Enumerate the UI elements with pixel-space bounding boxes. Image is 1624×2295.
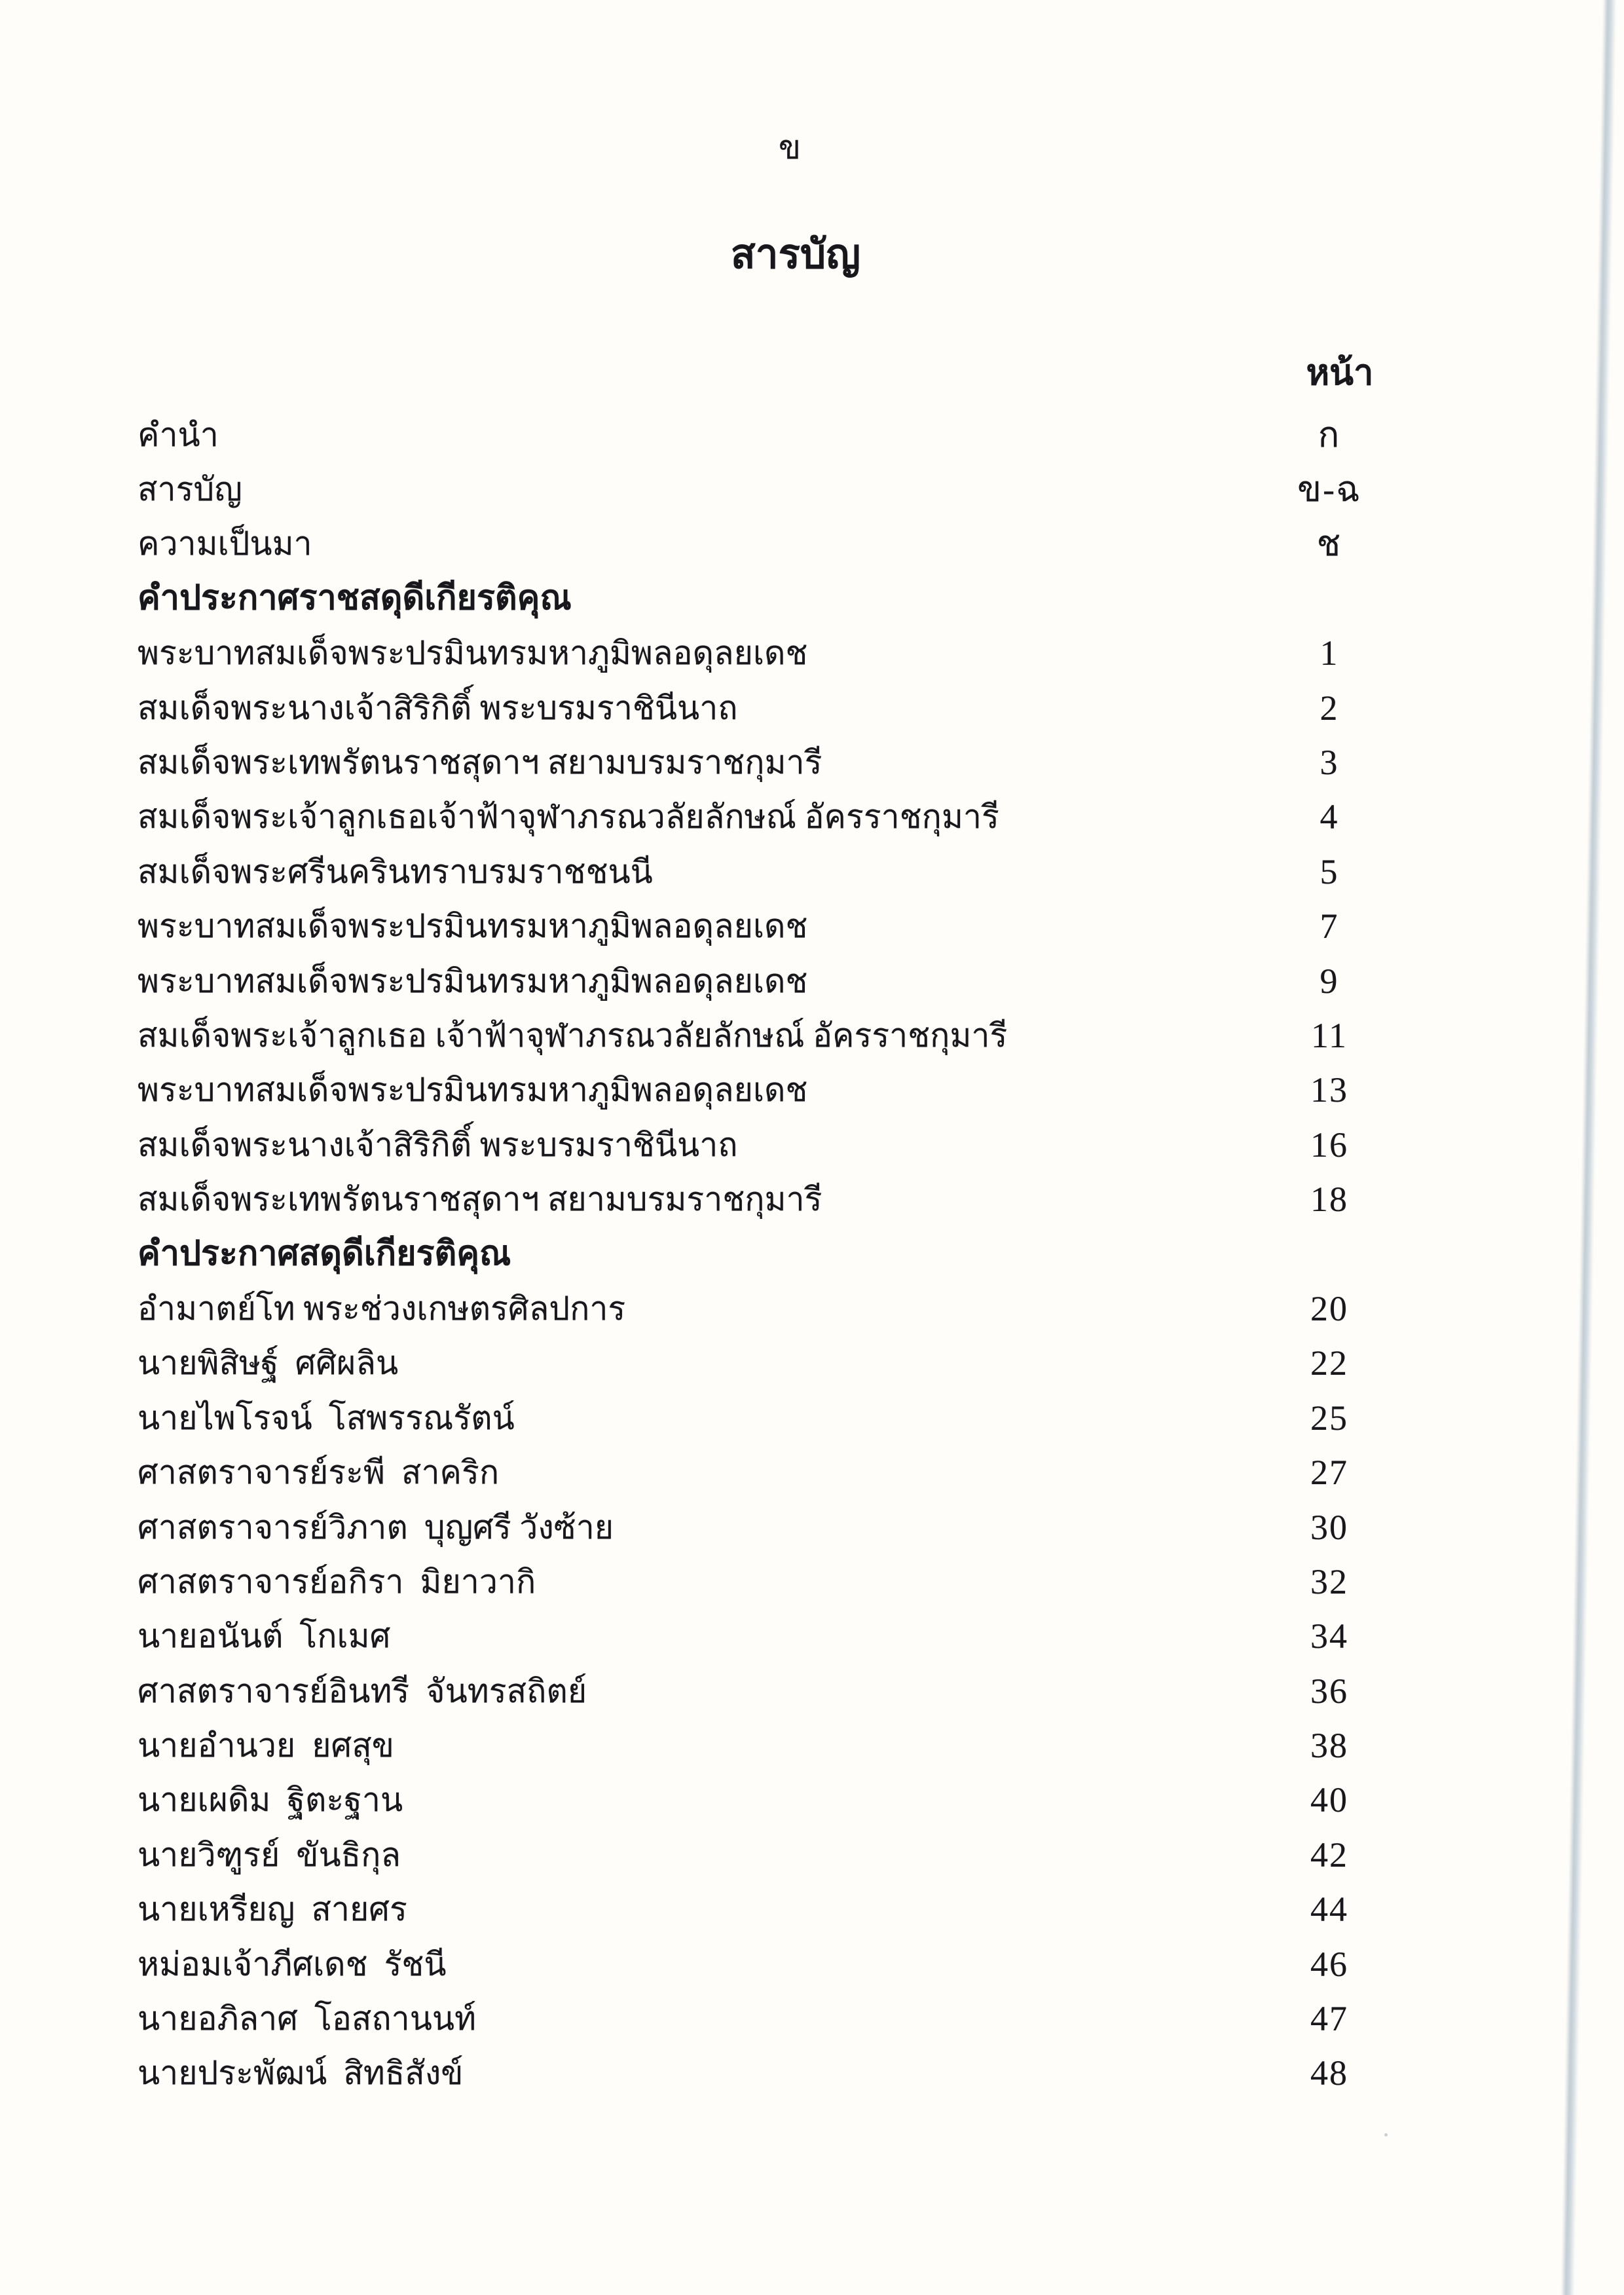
toc-entry-page: 32 — [1310, 1561, 1348, 1601]
page-column-header: หน้า — [1306, 353, 1374, 392]
toc-row — [138, 462, 1395, 516]
toc-entry-label: ศาสตราจารย์อินทรี จันทรสถิตย์ — [138, 1672, 587, 1709]
toc-entry-page: 36 — [1310, 1671, 1348, 1711]
toc-entry-label: คำประกาศราชสดุดีเกียรติคุณ — [138, 579, 572, 617]
toc-entry-page: 46 — [1310, 1944, 1348, 1984]
toc-row — [138, 1991, 1395, 2045]
page-title: สารบัญ — [730, 233, 861, 277]
toc-row — [138, 1827, 1395, 1882]
toc-entry-label: สมเด็จพระเทพรัตนราชสุดาฯ สยามบรมราชกุมารี — [138, 744, 822, 781]
toc-entry-label: นายอภิลาศ โอสถานนท์ — [138, 2000, 477, 2038]
toc-entry-page: 5 — [1320, 851, 1339, 891]
toc-row — [138, 1609, 1395, 1664]
toc-entry-label: ศาสตราจารย์วิภาต บุญศรี วังซ้าย — [138, 1508, 614, 1546]
toc-entry-page: 20 — [1310, 1288, 1348, 1328]
toc-row — [138, 517, 1395, 571]
toc-entry-page — [1267, 1227, 1392, 1281]
toc-entry-page: ข-ฉ — [1297, 470, 1361, 510]
toc-entry-page: 22 — [1310, 1343, 1348, 1383]
toc-entry-page: 47 — [1310, 1999, 1348, 2039]
toc-entry-page: 4 — [1320, 797, 1339, 837]
toc-row — [138, 1882, 1395, 1937]
toc-entry-page: 25 — [1310, 1398, 1348, 1438]
toc-row — [138, 790, 1395, 844]
toc-entry-page: 27 — [1310, 1453, 1348, 1493]
toc-entry-label: นายประพัฒน์ สิทธิสังข์ — [138, 2055, 464, 2092]
toc-entry-page: 18 — [1310, 1180, 1348, 1220]
toc-row — [138, 1063, 1395, 1117]
toc-row — [138, 899, 1395, 954]
toc-entry-label: นายอนันต์ โกเมศ — [138, 1618, 391, 1655]
toc-entry-page: 11 — [1311, 1015, 1348, 1055]
toc-entry-label: อำมาตย์โท พระช่วงเกษตรศิลปการ — [138, 1290, 626, 1327]
toc-entry-page: 3 — [1320, 743, 1339, 783]
toc-row — [138, 1554, 1395, 1609]
toc-entry-page: 42 — [1310, 1835, 1348, 1875]
scan-edge-artifact — [1559, 0, 1617, 2295]
toc-row — [138, 571, 1395, 625]
toc-row — [138, 407, 1395, 462]
toc-row — [138, 1390, 1395, 1445]
toc-entry-label: สมเด็จพระเจ้าลูกเธอ เจ้าฟ้าจุฬาภรณวลัยลักษณ์ อัครราชกุมารี — [138, 1017, 1008, 1054]
toc-entry-label: พระบาทสมเด็จพระปรมินทรมหาภูมิพลอดุลยเดช — [138, 1072, 808, 1109]
toc-entry-page: 48 — [1310, 2053, 1348, 2093]
toc-entry-label: พระบาทสมเด็จพระปรมินทรมหาภูมิพลอดุลยเดช — [138, 908, 808, 945]
toc-entry-page: 34 — [1310, 1616, 1348, 1656]
toc-entry-label: สมเด็จพระศรีนครินทราบรมราชชนนี — [138, 853, 653, 890]
toc-entry-label: ศาสตราจารย์ระพี สาคริก — [138, 1454, 500, 1491]
toc-entry-label: คำประกาศสดุดีเกียรติคุณ — [138, 1235, 511, 1273]
toc-entry-page: ช — [1316, 524, 1342, 564]
toc-entry-label: ความเป็นมา — [138, 525, 312, 563]
toc-row — [138, 1281, 1395, 1335]
toc-row — [138, 626, 1395, 681]
toc-row — [138, 844, 1395, 899]
toc-entry-page: 13 — [1310, 1070, 1348, 1110]
toc-row — [138, 1117, 1395, 1172]
toc-entry-label: สมเด็จพระเจ้าลูกเธอเจ้าฟ้าจุฬาภรณวลัยลักษณ์ อัครราชกุมารี — [138, 798, 999, 836]
toc-entry-label: คำนำ — [138, 416, 219, 453]
toc-row — [138, 954, 1395, 1008]
toc-entry-label: นายเหรียญ สายศร — [138, 1891, 407, 1928]
toc-row — [138, 735, 1395, 789]
toc-entry-page: 1 — [1320, 633, 1339, 673]
toc-entry-label: พระบาทสมเด็จพระปรมินทรมหาภูมิพลอดุลยเดช — [138, 635, 808, 672]
toc-entry-page: 16 — [1310, 1125, 1348, 1165]
toc-entry-page: ก — [1318, 415, 1341, 455]
toc-entry-label: นายพิสิษฐ์ ศศิผลิน — [138, 1345, 399, 1382]
toc-row — [138, 1227, 1395, 1281]
corner-page-letter: ข — [778, 129, 802, 166]
toc-entry-label: สารบัญ — [138, 471, 242, 508]
toc-entry-label: นายอำนวย ยศสุข — [138, 1727, 394, 1764]
toc-entry-label: พระบาทสมเด็จพระปรมินทรมหาภูมิพลอดุลยเดช — [138, 962, 808, 999]
toc-entry-page: 9 — [1320, 961, 1339, 1001]
toc-entry-label: นายเผดิม ฐิตะฐาน — [138, 1782, 403, 1819]
toc-row — [138, 2046, 1395, 2100]
toc-row — [138, 1773, 1395, 1827]
scan-speck — [1384, 2133, 1388, 2136]
toc-row — [138, 681, 1395, 735]
toc-entry-label: หม่อมเจ้าภีศเดช รัชนี — [138, 1945, 447, 1983]
toc-entry-label: สมเด็จพระเทพรัตนราชสุดาฯ สยามบรมราชกุมารี — [138, 1181, 822, 1218]
toc-entry-page — [1267, 571, 1392, 625]
toc-row — [138, 1445, 1395, 1499]
toc-row — [138, 1937, 1395, 1991]
toc-entry-page: 40 — [1310, 1780, 1348, 1820]
toc-entry-label: สมเด็จพระนางเจ้าสิริกิติ์ พระบรมราชินีนาถ — [138, 1126, 738, 1163]
toc-entry-label: นายไพโรจน์ โสพรรณรัตน์ — [138, 1399, 515, 1436]
toc-entry-page: 44 — [1310, 1890, 1348, 1930]
toc-entry-page: 30 — [1310, 1507, 1348, 1547]
toc-row — [138, 1500, 1395, 1554]
toc-row — [138, 1718, 1395, 1772]
toc-entry-label: นายวิฑูรย์ ขันธิกุล — [138, 1836, 401, 1873]
toc-row — [138, 1336, 1395, 1390]
toc-entry-label: สมเด็จพระนางเจ้าสิริกิติ์ พระบรมราชินีนาถ — [138, 689, 738, 726]
toc-entry-page: 2 — [1320, 688, 1339, 728]
toc-entry-page: 7 — [1320, 906, 1339, 946]
toc-entry-label: ศาสตราจารย์อกิรา มิยาวากิ — [138, 1563, 536, 1600]
toc-row — [138, 1008, 1395, 1062]
toc-row — [138, 1664, 1395, 1718]
toc-list — [138, 407, 1395, 2100]
toc-row — [138, 1172, 1395, 1226]
toc-entry-page: 38 — [1310, 1726, 1348, 1766]
